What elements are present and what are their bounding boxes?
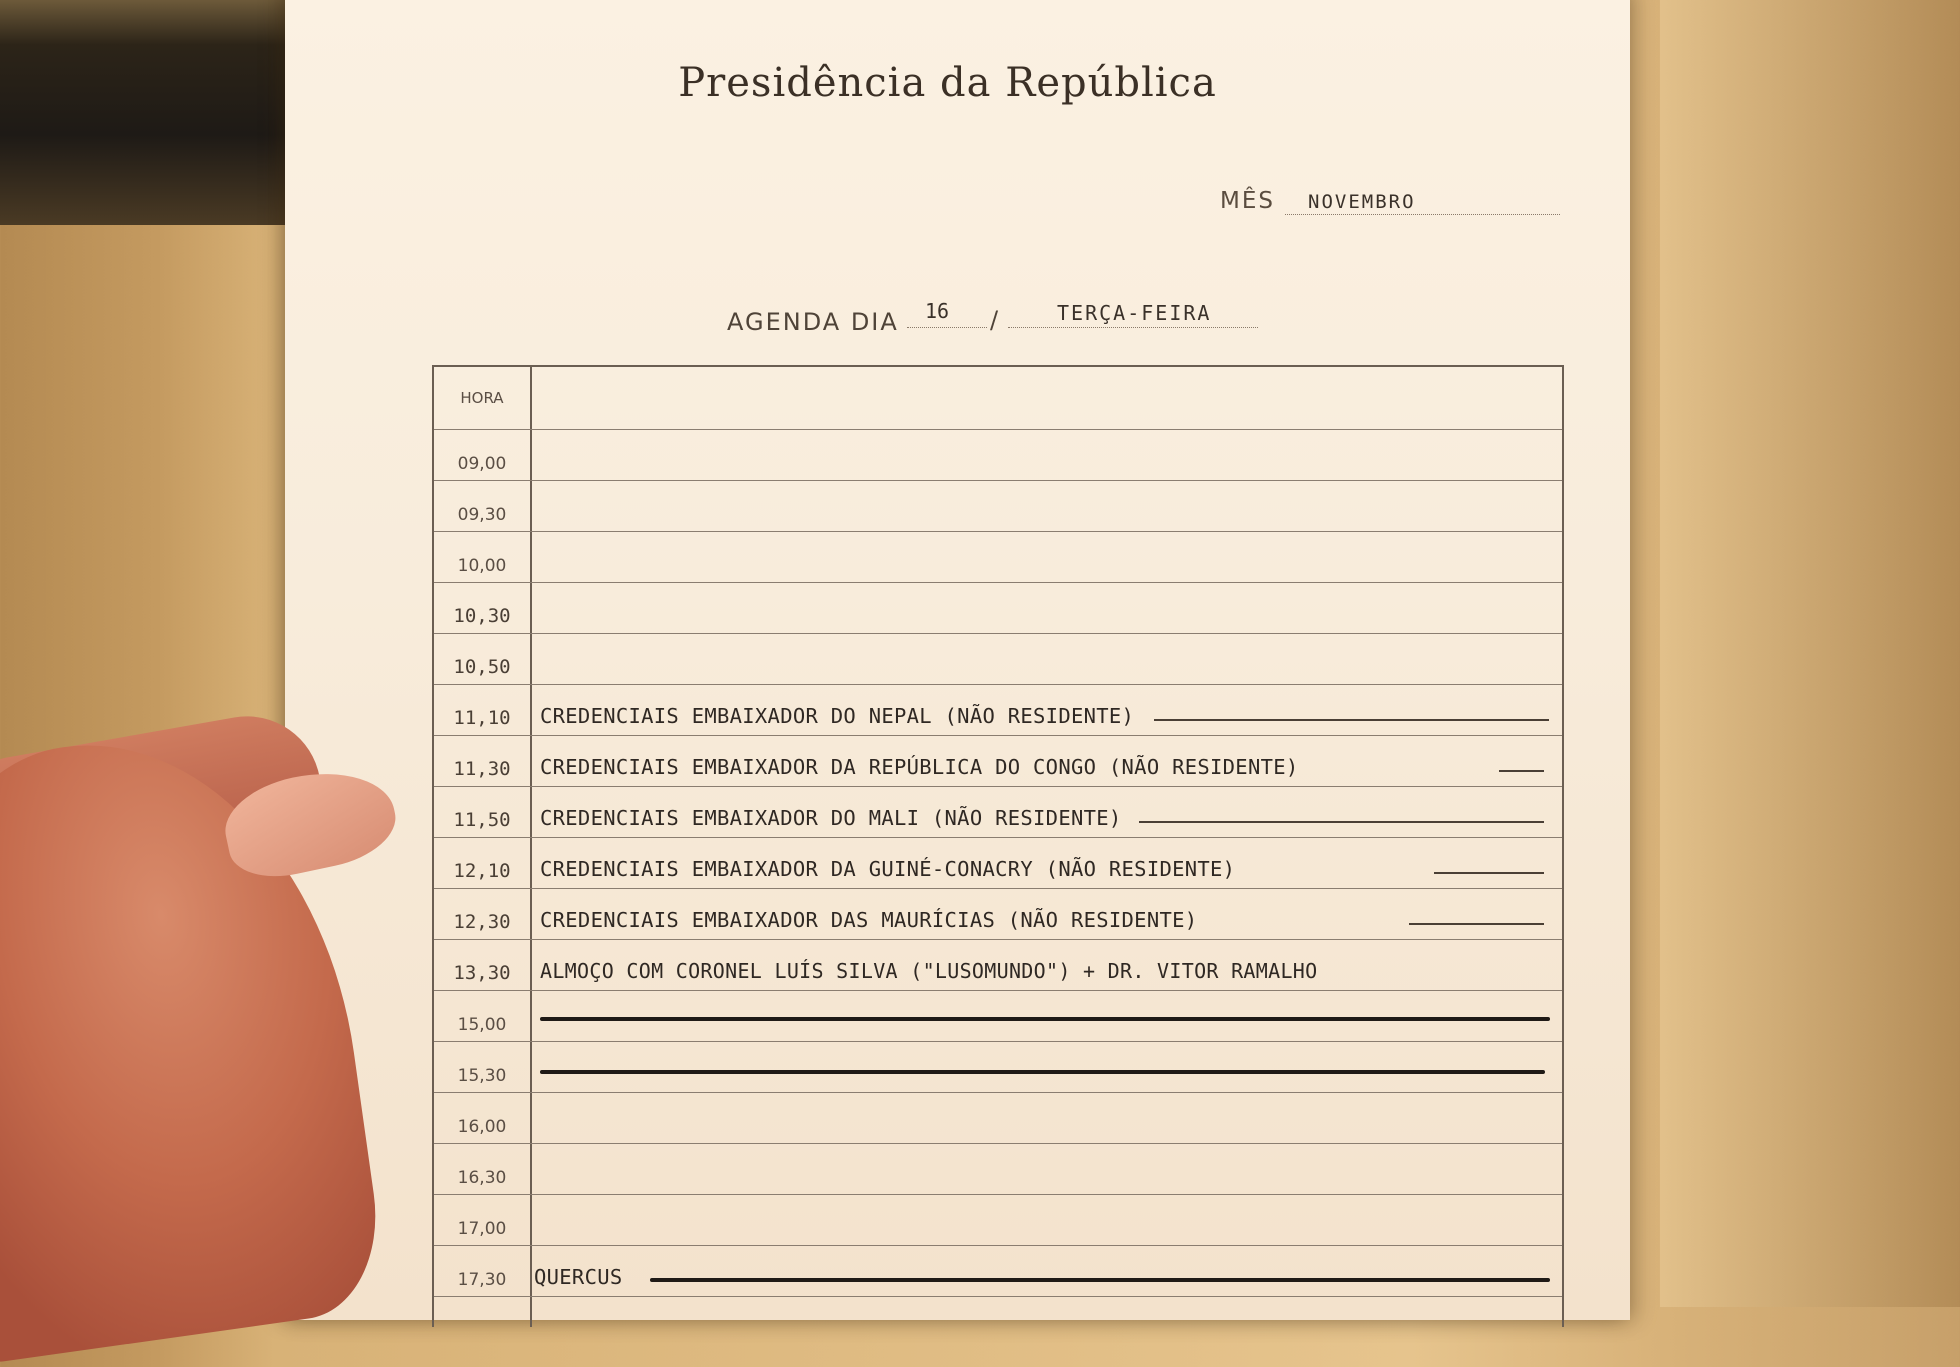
hour-cell: 12,30 bbox=[453, 911, 511, 933]
month-label: MÊS bbox=[1220, 188, 1275, 214]
table-row bbox=[434, 888, 1562, 940]
hour-cell: 17,00 bbox=[457, 1219, 507, 1239]
schedule-table bbox=[432, 365, 1564, 1327]
entry-cell: CREDENCIAIS EMBAIXADOR DA GUINÉ-CONACRY (NÃO RESIDENTE) bbox=[540, 857, 1236, 881]
table-row bbox=[434, 1041, 1562, 1093]
hour-cell: 10,50 bbox=[453, 656, 511, 678]
table-row bbox=[434, 1245, 1562, 1297]
entry-cell: CREDENCIAIS EMBAIXADOR DAS MAURÍCIAS (NÃO RESIDENTE) bbox=[540, 908, 1198, 932]
hour-cell: 09,30 bbox=[457, 505, 507, 525]
table-row bbox=[434, 735, 1562, 787]
table-row bbox=[434, 837, 1562, 889]
hour-cell: 17,30 bbox=[457, 1270, 507, 1290]
table-row bbox=[434, 633, 1562, 685]
handwritten-strike-line bbox=[650, 1278, 1550, 1282]
handwritten-strike-line bbox=[540, 1017, 1550, 1021]
hour-cell: 12,10 bbox=[453, 860, 511, 882]
weekday-value: TERÇA-FEIRA bbox=[1057, 301, 1212, 325]
hour-cell: 15,00 bbox=[457, 1015, 507, 1035]
table-row bbox=[434, 531, 1562, 583]
hour-cell: 11,50 bbox=[453, 809, 511, 831]
handwritten-strike-line bbox=[1154, 719, 1549, 721]
agenda-sheet bbox=[285, 0, 1630, 1320]
table-row bbox=[434, 1194, 1562, 1246]
hour-cell: 09,00 bbox=[457, 454, 507, 474]
table-row bbox=[434, 1143, 1562, 1195]
hour-cell: 11,30 bbox=[453, 758, 511, 780]
table-row bbox=[434, 480, 1562, 532]
table-header-row bbox=[434, 367, 1562, 430]
hour-cell: 10,00 bbox=[457, 556, 507, 576]
entry-cell: CREDENCIAIS EMBAIXADOR DO MALI (NÃO RESIDENTE) bbox=[540, 806, 1122, 830]
handwritten-strike-line bbox=[1434, 872, 1544, 874]
hour-cell: 16,30 bbox=[457, 1168, 507, 1188]
month-value: NOVEMBRO bbox=[1308, 191, 1416, 213]
table-row bbox=[434, 582, 1562, 634]
table-row bbox=[434, 684, 1562, 736]
entry-cell: CREDENCIAIS EMBAIXADOR DA REPÚBLICA DO CONGO (NÃO RESIDENTE) bbox=[540, 755, 1299, 779]
handwritten-strike-line bbox=[1499, 770, 1544, 772]
background-wall bbox=[1660, 0, 1960, 1307]
month-field-line bbox=[1285, 214, 1560, 215]
hour-cell: 13,30 bbox=[453, 962, 511, 984]
day-value: 16 bbox=[925, 299, 950, 323]
hour-cell: 16,00 bbox=[457, 1117, 507, 1137]
entry-cell: QUERCUS bbox=[534, 1265, 623, 1289]
handwritten-strike-line bbox=[540, 1070, 1545, 1074]
table-row bbox=[434, 939, 1562, 991]
table-row bbox=[434, 990, 1562, 1042]
hour-cell: 10,30 bbox=[453, 605, 511, 627]
background-picture-frame bbox=[0, 0, 300, 225]
hour-cell: 15,30 bbox=[457, 1066, 507, 1086]
date-separator: / bbox=[990, 306, 999, 334]
agenda-day-label: AGENDA DIA bbox=[727, 308, 899, 336]
handwritten-strike-line bbox=[1409, 923, 1544, 925]
hour-header: HORA bbox=[460, 389, 504, 407]
handwritten-strike-line bbox=[1139, 821, 1544, 823]
table-row bbox=[434, 786, 1562, 838]
weekday-field-line bbox=[1008, 327, 1258, 328]
entry-cell: ALMOÇO COM CORONEL LUÍS SILVA ("LUSOMUNDO") + DR. VITOR RAMALHO bbox=[540, 959, 1318, 983]
table-row bbox=[434, 429, 1562, 481]
table-row bbox=[434, 1092, 1562, 1144]
day-field-line bbox=[907, 327, 987, 328]
document-title: Presidência da República bbox=[678, 60, 1217, 106]
hour-cell: 11,10 bbox=[453, 707, 511, 729]
entry-cell: CREDENCIAIS EMBAIXADOR DO NEPAL (NÃO RESIDENTE) bbox=[540, 704, 1135, 728]
